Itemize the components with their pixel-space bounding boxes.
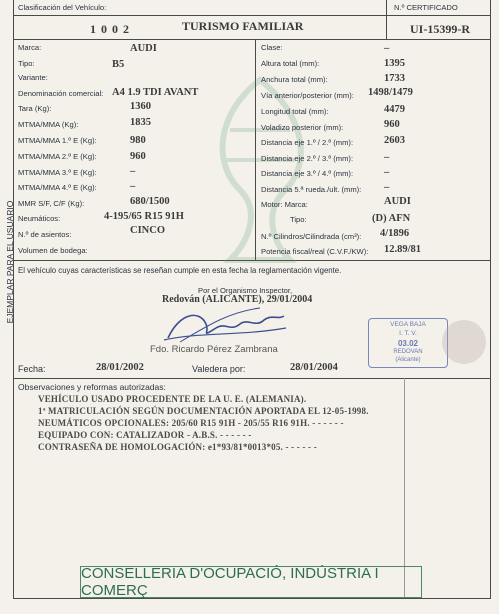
field-label-mtma-2e: MTMA/MMA 2.º E (Kg):: [18, 152, 97, 161]
certification-statement: El vehículo cuyas características se reseñan cumple en esta fecha la reglamentación vigente.: [18, 266, 342, 275]
side-copy-label: EJEMPLAR PARA EL USUARIO: [5, 200, 15, 324]
signer-name: Fdo. Ricardo Pérez Zambrana: [150, 344, 278, 355]
footer-ministry-name: CONSELLERIA D'OCUPACIÓ, INDÚSTRIA I COMERÇ: [81, 565, 379, 599]
observation-line-3: NEUMÁTICOS OPCIONALES: 205/60 R15 91H - 205/55 R16 91H. - - - - - -: [38, 418, 344, 428]
field-label-tipo: Tipo:: [18, 59, 35, 68]
field-label-clase: Clase:: [261, 43, 283, 52]
field-label-motor-tipo: Tipo:: [290, 215, 307, 224]
inspector-organism: Por el Organismo Inspector,: [198, 286, 293, 295]
date-label: Fecha:: [18, 364, 46, 374]
field-value-tara: 1360: [130, 101, 151, 112]
field-label-marca: Marca:: [18, 43, 42, 52]
field-label-eje-3-4: Distancia eje 3.º / 4.º (mm):: [261, 169, 354, 178]
field-value-tipo: B5: [112, 59, 125, 70]
header-bottom-line: [13, 39, 491, 40]
field-value-mtma-4e: –: [130, 181, 136, 192]
field-value-denominacion: A4 1.9 TDI AVANT: [112, 87, 199, 98]
field-label-voladizo: Voladizo posterior (mm):: [261, 123, 344, 132]
observation-line-1: VEHÍCULO USADO PROCEDENTE DE LA U. E. (ALEMANIA).: [38, 394, 307, 404]
classification-label: Clasificación del Vehículo:: [18, 3, 107, 12]
field-value-quinta-rueda: –: [384, 182, 390, 193]
header-top-line: [13, 15, 491, 16]
stamp-province: (Alicante): [395, 357, 421, 363]
observation-line-4: EQUIPADO CON: CATALIZADOR - A.B.S. - - - - - -: [38, 430, 252, 440]
field-value-longitud: 4479: [384, 104, 405, 115]
field-value-cilindros: 4/1896: [380, 228, 410, 239]
field-value-marca: AUDI: [130, 43, 157, 54]
field-value-altura: 1395: [384, 58, 405, 69]
field-value-mtma-1e: 980: [130, 135, 146, 146]
observation-line-5: CONTRASEÑA DE HOMOLOGACIÓN: e1*93/81*0013*05. - - - - - -: [38, 442, 317, 452]
field-label-mtma-1e: MTMA/MMA 1.º E (Kg):: [18, 136, 97, 145]
field-value-eje-2-3: –: [384, 152, 390, 163]
field-label-neumaticos: Neumáticos:: [18, 214, 61, 223]
field-value-mmr: 680/1500: [130, 196, 170, 207]
field-label-mtma-3e: MTMA/MMA 3.º E (Kg):: [18, 168, 97, 177]
field-value-mtma-2e: 960: [130, 151, 146, 162]
field-label-motor-marca: Motor: Marca:: [261, 200, 308, 209]
field-label-potencia: Potencia fiscal/real (C.V.F./KW):: [261, 247, 369, 256]
field-value-voladizo: 960: [384, 119, 400, 130]
field-label-cilindros: N.º Cilindros/Cilindrada (cm³):: [261, 232, 362, 241]
date-value: 28/01/2002: [96, 362, 144, 373]
field-label-eje-2-3: Distancia eje 2.º / 3.º (mm):: [261, 154, 354, 163]
field-label-mtma-4e: MTMA/MMA 4.º E (Kg):: [18, 183, 97, 192]
field-label-denominacion: Denominación comercial:: [18, 89, 104, 98]
dates-bottom-line: [13, 378, 491, 379]
field-label-mtma: MTMA/MMA (Kg):: [18, 120, 79, 129]
classification-description: TURISMO FAMILIAR: [182, 19, 304, 33]
field-label-eje-1-2: Distancia eje 1.º / 2.º (mm):: [261, 138, 354, 147]
field-label-bodega: Volumen de bodega:: [18, 246, 88, 255]
field-label-tara: Tara (Kg):: [18, 104, 52, 113]
stain-mark: [442, 320, 486, 364]
field-label-altura: Altura total (mm):: [261, 59, 320, 68]
field-value-via: 1498/1479: [368, 87, 413, 98]
field-value-potencia: 12.89/81: [384, 244, 422, 255]
field-value-mtma-3e: –: [130, 166, 136, 177]
field-label-asientos: N.º de asientos:: [18, 230, 72, 239]
field-value-mtma: 1835: [130, 117, 151, 128]
place-date: Redován (ALICANTE), 29/01/2004: [162, 294, 313, 305]
field-value-anchura: 1733: [384, 73, 405, 84]
inspector-signature: [160, 302, 290, 346]
certificate-number: UI-15399-R: [410, 22, 470, 36]
field-value-asientos: CINCO: [130, 225, 166, 236]
field-label-mmr: MMR S/F, C/F (Kg):: [18, 199, 85, 208]
frame-right: [490, 0, 491, 598]
itv-stamp: [368, 318, 448, 368]
field-value-motor-marca: AUDI: [384, 196, 411, 207]
stamp-mid-text: I. T. V.: [399, 330, 417, 337]
field-value-clase: –: [384, 43, 390, 54]
footer-ministry-box: [80, 566, 422, 598]
field-label-longitud: Longitud total (mm):: [261, 107, 329, 116]
field-value-eje-3-4: –: [384, 167, 390, 178]
observation-line-2: 1ª MATRICULACIÓN SEGÚN DOCUMENTACIÓN APORTADA EL 12-05-1998.: [38, 406, 369, 416]
field-value-eje-1-2: 2603: [384, 135, 405, 146]
stamp-top-text: VEGA BAJA: [390, 321, 426, 328]
stamp-city: REDOVAN: [393, 349, 423, 355]
classification-code: 1 0 0 2: [90, 22, 130, 36]
header-divider: [386, 0, 387, 40]
field-label-anchura: Anchura total (mm):: [261, 75, 328, 84]
valid-label: Valedera por:: [192, 364, 246, 374]
field-label-via: Vía anterior/posterior (mm):: [261, 91, 354, 100]
valid-value: 28/01/2004: [290, 362, 338, 373]
stamp-code: 03.02: [397, 339, 419, 348]
field-label-quinta-rueda: Distancia 5.ª rueda./ult. (mm):: [261, 185, 362, 194]
field-value-neumaticos: 4-195/65 R15 91H: [104, 211, 184, 222]
certificate-label: N.º CERTIFICADO: [394, 3, 458, 12]
field-label-variante: Variante:: [18, 73, 48, 82]
observations-title: Observaciones y reformas autorizadas:: [18, 382, 166, 392]
field-value-motor-tipo: (D) AFN: [372, 213, 411, 224]
